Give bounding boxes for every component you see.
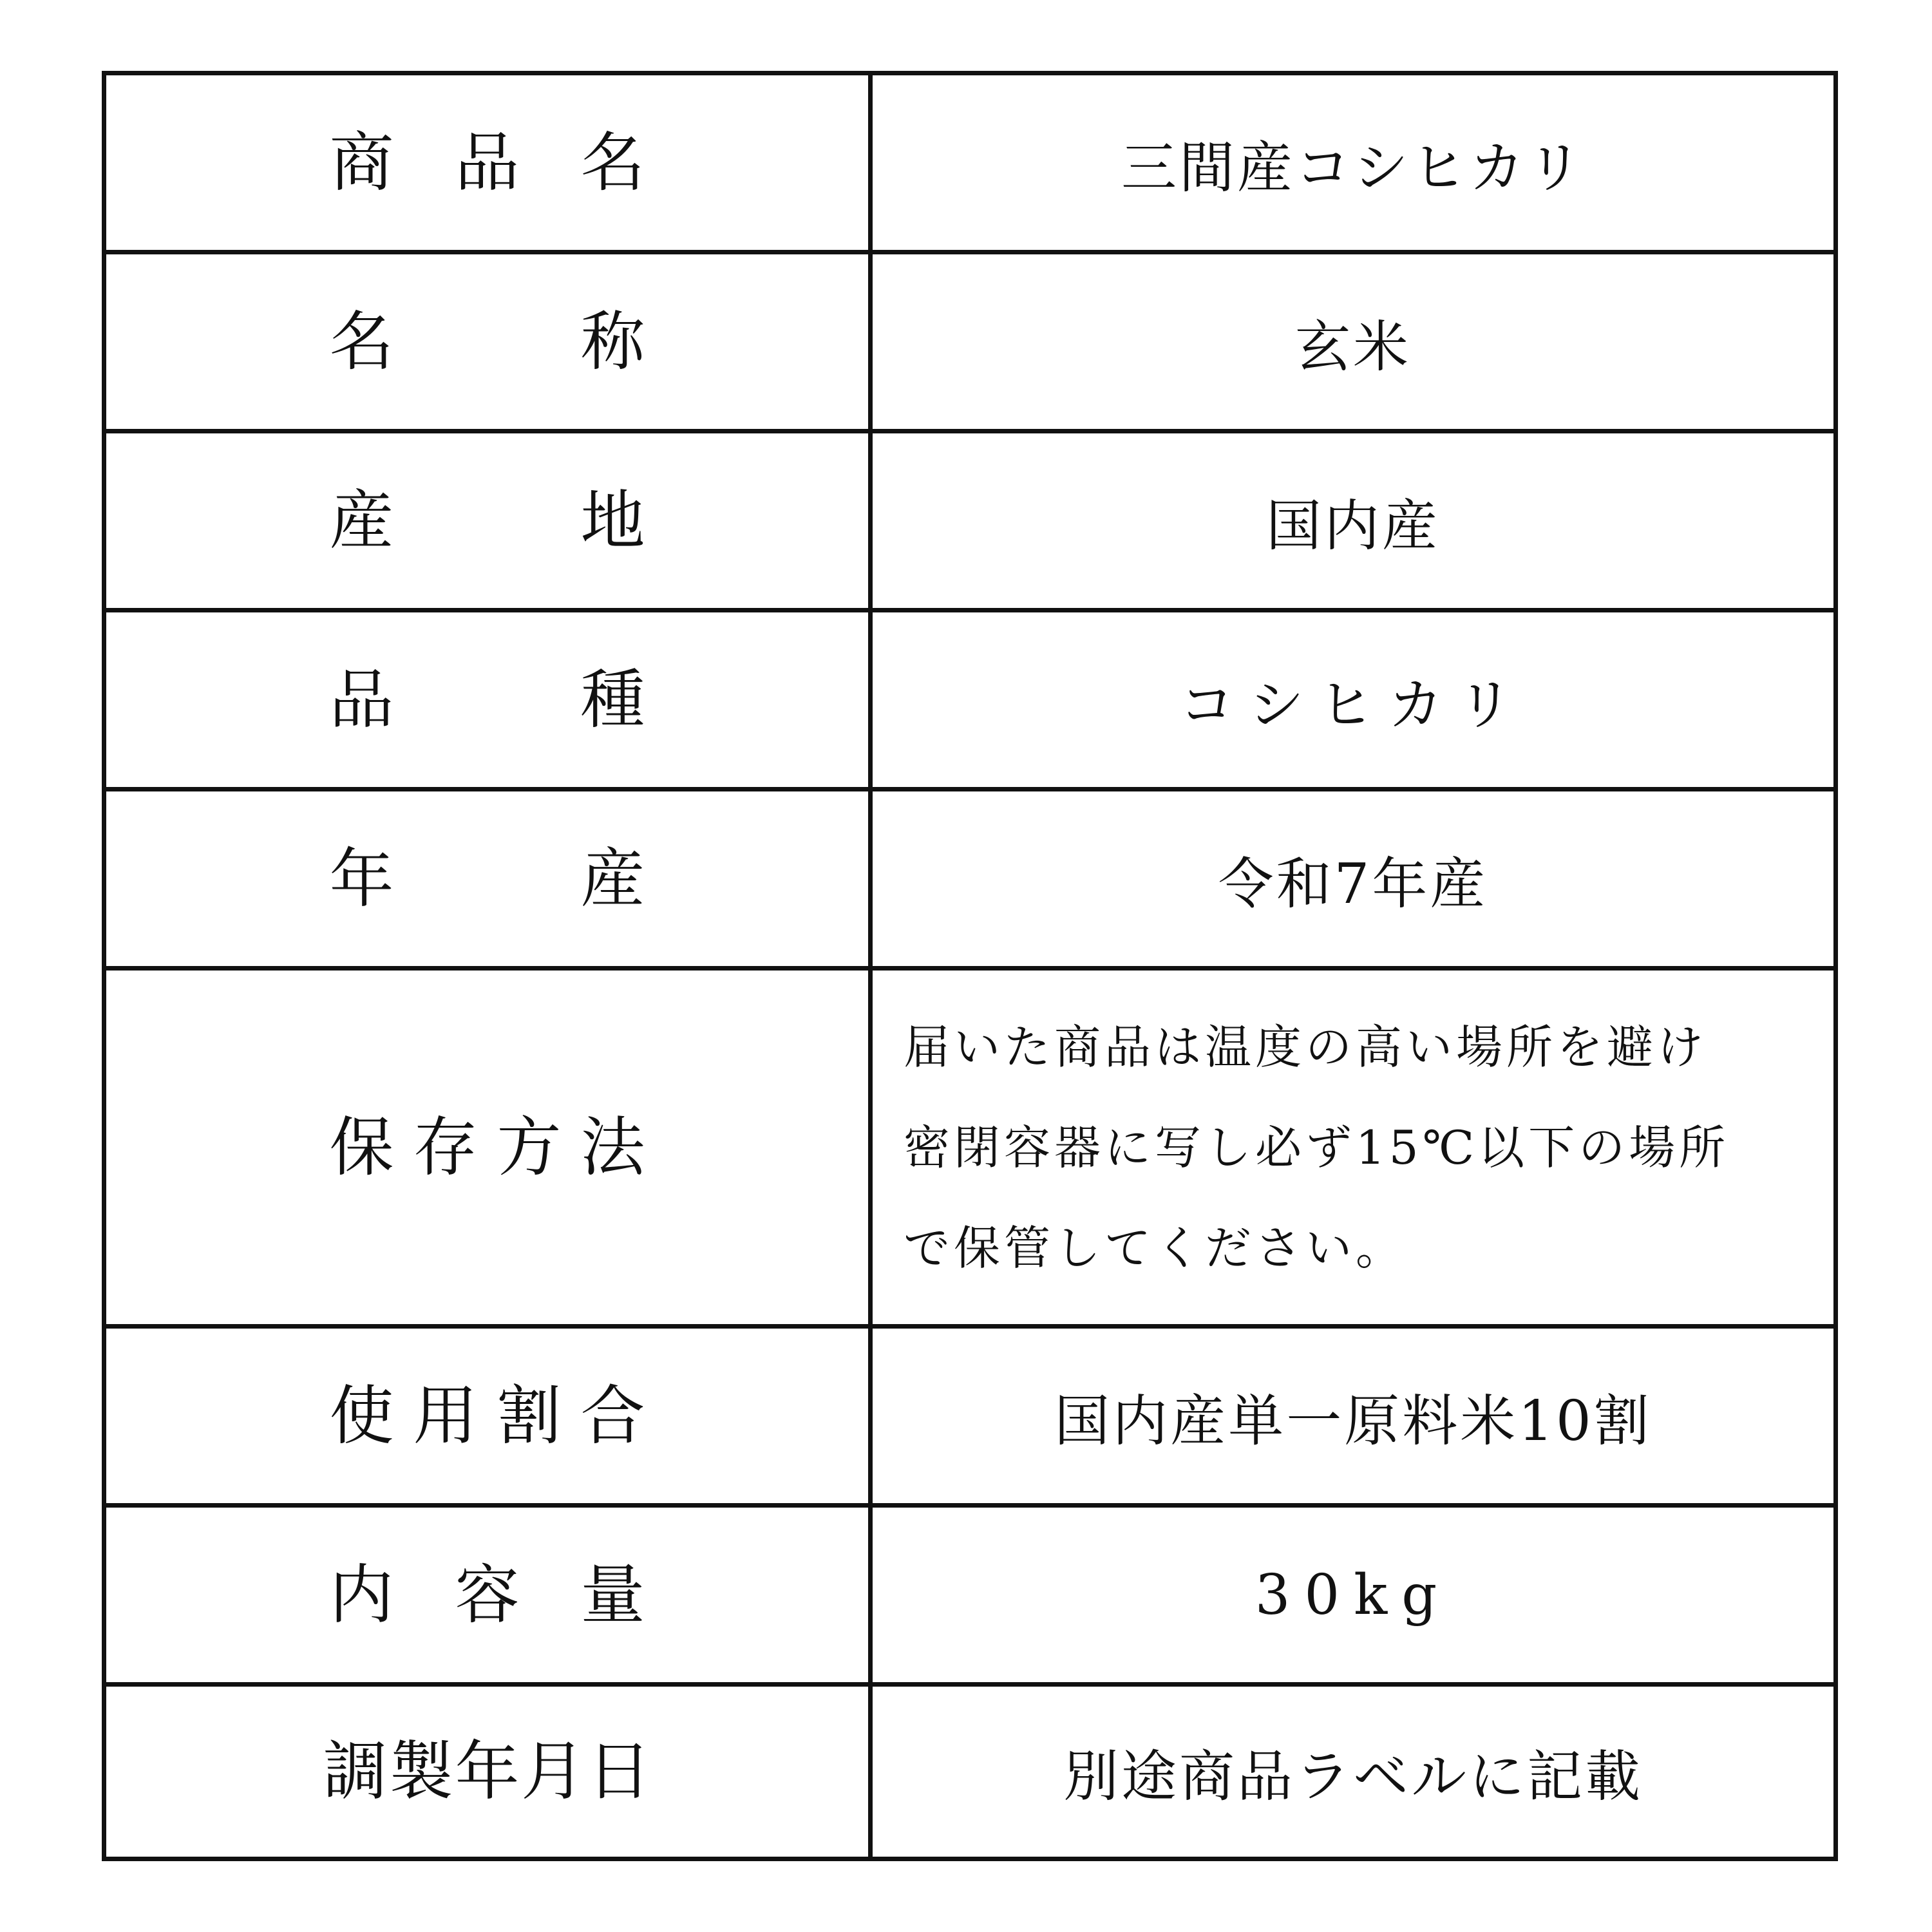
net-weight-value: 30kg <box>1255 1562 1452 1627</box>
label-char: 法 <box>580 1109 645 1185</box>
row-label-storage <box>329 1109 645 1185</box>
value-cell <box>873 1329 1833 1508</box>
row-label-product-name <box>329 124 645 200</box>
label-char: 月 <box>521 1734 585 1809</box>
value-cell <box>873 1508 1833 1687</box>
value-cell <box>873 971 1833 1329</box>
label-char: 称 <box>580 303 645 379</box>
row-label-name <box>329 303 645 379</box>
label-char: 産 <box>329 482 394 558</box>
value-cell <box>873 433 1833 612</box>
label-char: 使 <box>329 1378 394 1454</box>
label-char: 品 <box>455 124 520 200</box>
label-char: 割 <box>497 1378 562 1454</box>
label-char: 量 <box>580 1557 645 1633</box>
label-char: 容 <box>455 1557 520 1633</box>
label-char: 日 <box>587 1734 652 1809</box>
label-char: 産 <box>580 840 645 916</box>
product-label-table <box>102 71 1838 1861</box>
key-cell <box>106 612 873 791</box>
value-cell <box>873 612 1833 791</box>
row-label-harvest-year <box>329 840 645 916</box>
usage-ratio-value: 国内産単一原料米10割 <box>1054 1388 1652 1454</box>
label-char: 調 <box>323 1734 388 1809</box>
label-char: 存 <box>413 1109 478 1185</box>
label-char: 商 <box>329 124 394 200</box>
label-char: 名 <box>580 124 645 200</box>
value-cell <box>873 75 1833 254</box>
label-char: 年 <box>329 840 394 916</box>
production-date-value: 別途商品ラベルに記載 <box>1063 1745 1643 1809</box>
key-cell <box>106 75 873 254</box>
origin-value: 国内産 <box>1266 493 1440 558</box>
variety-value: コシヒカリ <box>1179 672 1527 737</box>
storage-line: で保管してください。 <box>904 1220 1406 1275</box>
value-cell <box>873 254 1833 433</box>
key-cell <box>106 971 873 1329</box>
storage-instructions <box>904 997 1729 1298</box>
value-cell <box>873 1687 1833 1857</box>
key-cell <box>106 433 873 612</box>
harvest-year-value: 令和7年産 <box>1218 851 1488 916</box>
label-char: 品 <box>329 661 394 737</box>
label-char: 地 <box>580 482 645 558</box>
row-label-usage-ratio <box>329 1378 645 1454</box>
storage-line: 密閉容器に写し必ず15℃以下の場所 <box>904 1120 1730 1175</box>
row-label-net-weight <box>329 1557 645 1633</box>
row-label-origin <box>329 482 645 558</box>
key-cell <box>106 1687 873 1857</box>
label-char: 名 <box>329 303 394 379</box>
key-cell <box>106 254 873 433</box>
row-label-variety <box>329 661 645 737</box>
label-char: 方 <box>497 1109 562 1185</box>
product-name-value: 三間産コシヒカリ <box>1121 135 1585 200</box>
label-char: 年 <box>455 1734 520 1809</box>
storage-line: 届いた商品は温度の高い場所を避け <box>904 1019 1708 1074</box>
label-char: 種 <box>580 661 645 737</box>
label-char: 用 <box>413 1378 478 1454</box>
label-char: 内 <box>329 1557 394 1633</box>
key-cell <box>106 1329 873 1508</box>
key-cell <box>106 791 873 971</box>
row-label-production-date <box>323 1734 652 1809</box>
label-char: 保 <box>329 1109 394 1185</box>
label-char: 製 <box>389 1734 453 1809</box>
label-char: 合 <box>580 1378 645 1454</box>
name-value: 玄米 <box>1295 314 1411 379</box>
value-cell <box>873 791 1833 971</box>
key-cell <box>106 1508 873 1687</box>
